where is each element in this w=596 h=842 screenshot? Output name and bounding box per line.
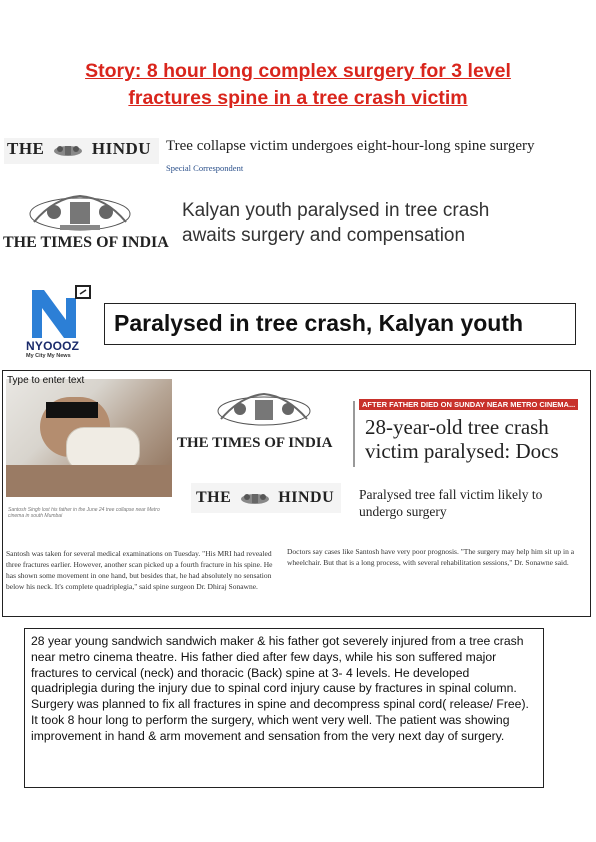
toi-headline-line1: Kalyan youth paralysed in tree crash: [182, 200, 490, 221]
article-column-2: Doctors say cases like Santosh have very poor prognosis. "The surgery may help him sit up in a wheelchair. But that is a long process, with several rehabilitation sessions," Dr. Sonawne said.: [287, 547, 575, 567]
toi-headline-2: [365, 415, 559, 463]
story-title: [0, 58, 596, 112]
victim-photo: [6, 379, 172, 497]
hindu-logo-small-left: THE: [196, 489, 232, 506]
photo-caption: Santosh Singh lost his father in the June 24 tree collapse near Metro cinema in south Mumbai: [8, 507, 160, 519]
text-placeholder[interactable]: Type to enter text: [7, 375, 85, 386]
nyoooz-headline-box: [104, 303, 576, 345]
toi-headline-2-line1: 28-year-old tree crash: [365, 415, 549, 439]
hindu-headline: Tree collapse victim undergoes eight-hour-long spine surgery: [166, 138, 535, 154]
toi-emblem-icon: [24, 192, 136, 232]
toi-emblem-small-icon: [213, 391, 315, 427]
face-redaction: [46, 402, 98, 418]
story-title-line1: Story: 8 hour long complex surgery for 3 level: [85, 60, 511, 82]
toi-logo: THE TIMES OF INDIA: [3, 234, 169, 251]
toi-clipping: [0, 190, 596, 260]
nyoooz-tagline: My City My News: [26, 353, 71, 359]
toi-headline-line2: awaits surgery and compensation: [182, 225, 466, 246]
story-title-line2: fractures spine in a tree crash victim: [128, 87, 468, 109]
emblem-icon: [51, 144, 85, 156]
hindu-headline-2: [359, 486, 542, 520]
divider: [353, 401, 355, 467]
summary-box: [24, 628, 544, 788]
emblem-small-icon: [238, 492, 272, 504]
nyoooz-wordmark: NYOOOZ: [26, 339, 80, 353]
summary-text: 28 year young sandwich sandwich maker & his father got severely injured from a tree crash near metro cinema theatre. His father died after few days, while his son suffered major fractures to cervical (neck) and thoracic (Back) spine at 3- 4 levels. He developed quadriplegia during the injury due to spinal cord injury cause by fractures in spinal column. Surgery was planned to fix all fractures in spine and decompress spinal cord( release/ Free). It took 8 hour long to perform the surgery, which went very well. The patient was showing improvement in hand & arm movement and sensation from the very next day of surgery.: [31, 634, 529, 743]
hindu-logo-small-right: HINDU: [278, 489, 335, 506]
hindu-clipping: [0, 128, 596, 178]
toi-headline-2-line2: victim paralysed: Docs: [365, 439, 559, 463]
hindu-headline-2-line2: undergo surgery: [359, 504, 447, 519]
hindu-logo-right: HINDU: [91, 139, 152, 158]
toi-headline: [182, 198, 489, 248]
nyoooz-headline: Paralysed in tree crash, Kalyan youth: [114, 310, 524, 336]
nyoooz-n-icon: [30, 284, 92, 340]
toi-logo-small: THE TIMES OF INDIA: [177, 435, 333, 451]
article-column-1: Santosh was taken for several medical examinations on Tuesday. "His MRI had revealed three fractures earlier. However, another scan picked up a fourth fracture in his spine. He has shown some movement in one hand, but besides that, he had absolutely no sensation below his neck. It's complete quadriplegia," said spine surgeon Dr. Dhiraj Sonawne.: [6, 549, 273, 591]
hindu-logo: [7, 139, 151, 159]
hindu-logo-left: THE: [7, 139, 45, 158]
toi-kicker: AFTER FATHER DIED ON SUNDAY NEAR METRO CINEMA...: [359, 399, 578, 410]
clipping-collage: [2, 370, 591, 617]
nyoooz-logo: [24, 284, 100, 362]
hindu-logo-small: [196, 489, 334, 507]
hindu-byline: Special Correspondent: [166, 163, 244, 173]
hindu-headline-2-line1: Paralysed tree fall victim likely to: [359, 487, 543, 502]
